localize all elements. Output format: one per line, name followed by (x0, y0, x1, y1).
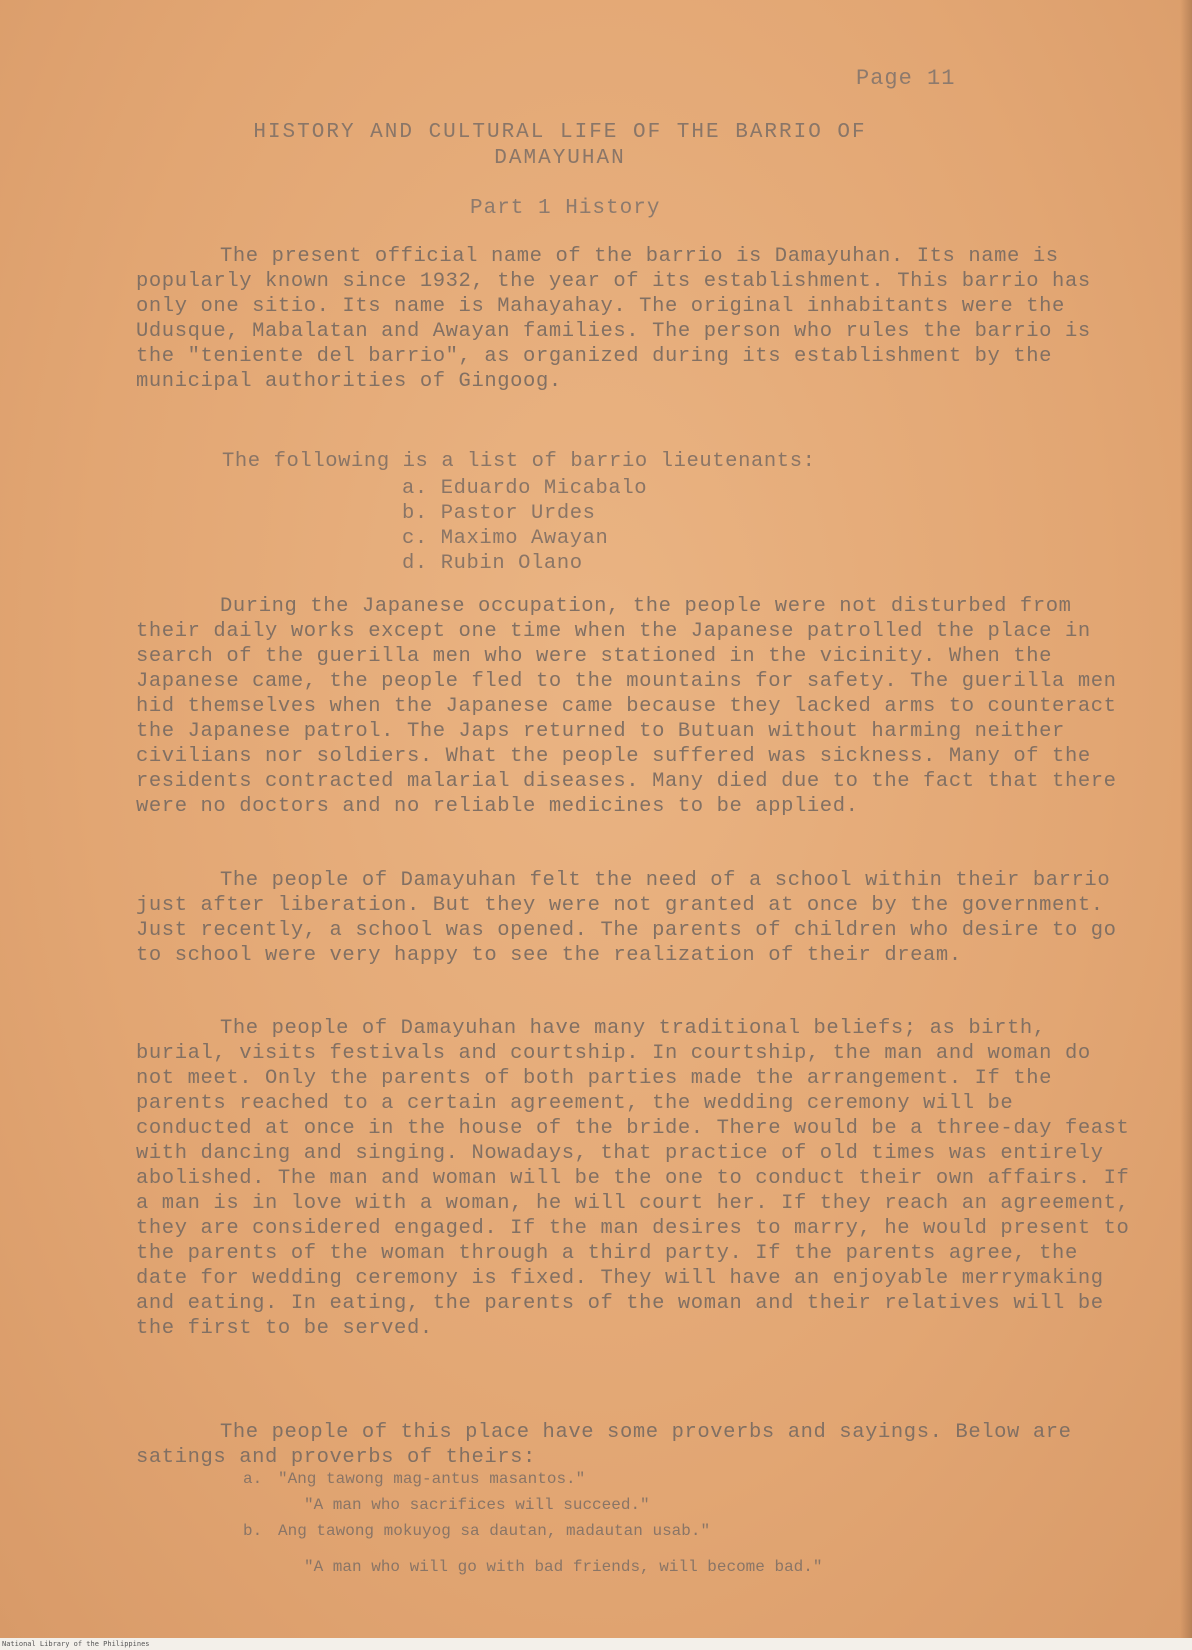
list-item: a. Eduardo Micabalo (402, 477, 648, 500)
page-edge-shadow (1180, 0, 1192, 1638)
proverb-letter: a. (243, 1470, 263, 1488)
lieutenants-intro: The following is a list of barrio lieutenants: (222, 450, 816, 473)
list-item: c. Maximo Awayan (402, 527, 609, 550)
paragraph-school: The people of Damayuhan felt the need of a school within their barrio just after liberation. But they were not granted at once by the government. Just recently, a school was opened. The parents of children who desire to go to school were very happy to see the realization of their dream. (136, 869, 1117, 967)
paragraph-proverbs-intro: The people of this place have some proverbs and sayings. Below are satings and proverbs of theirs: (136, 1421, 1072, 1469)
proverb-native: Ang tawong mokuyog sa dautan, madautan usab." (278, 1522, 711, 1540)
title-line-2: DAMAYUHAN (494, 147, 626, 170)
paragraph-traditions: The people of Damayuhan have many traditional beliefs; as birth, burial, visits festivals and courtship. In courtship, the man and woman do not meet. Only the parents of both parties made the arrangement. If the parents reached to a certain agreement, the wedding ceremony will be conducted at once in the house of the bride. There would be a three-day feast with dancing and singing. Nowadays, that practice of old times was entirely abolished. The man and woman will be the one to conduct their own affairs. If a man is in love with a woman, he will court her. If they reach an agreement, they are considered engaged. If the man desires to marry, he would present to the parents of the woman through a third party. If the parents agree, the date for wedding ceremony is fixed. They will have an enjoyable merrymaking and eating. In eating, the parents of the woman and their relatives will be the first to be served. (136, 1017, 1130, 1340)
proverb-native: "Ang tawong mag-antus masantos." (278, 1470, 586, 1488)
title-line-1: HISTORY AND CULTURAL LIFE OF THE BARRIO OF (253, 121, 867, 144)
part-heading: Part 1 History (470, 197, 661, 220)
document-title (170, 120, 950, 172)
list-item: d. Rubin Olano (402, 552, 583, 575)
paragraph-japanese-occupation: During the Japanese occupation, the people were not disturbed from their daily works except one time when the Japanese patrolled the place in search of the guerilla men who were stationed in the vicinity. When the Japanese came, the people fled to the mountains for safety. The guerilla men hid themselves when the Japanese came because they lacked arms to counteract the Japanese patrol. The Japs returned to Butuan without harming neither civilians nor soldiers. What the people suffered was sickness. Many of the residents contracted malarial diseases. Many died due to the fact that there were no doctors and no reliable medicines to be applied. (136, 595, 1117, 818)
proverb-letter: b. (243, 1522, 263, 1540)
lieutenants-list (402, 476, 647, 576)
proverb-english: "A man who sacrifices will succeed." (304, 1496, 650, 1514)
proverb-english: "A man who will go with bad friends, will become bad." (304, 1558, 823, 1576)
paragraph-name-origin: The present official name of the barrio is Damayuhan. Its name is popularly known since 1932, the year of its establishment. This barrio has only one sitio. Its name is Mahayahay. The original inhabitants were the Udusque, Mabalatan and Awayan families. The person who rules the barrio is the "teniente del barrio", as organized during its establishment by the municipal authorities of Gingoog. (136, 245, 1091, 393)
footer-source: National Library of the Philippines (0, 1638, 1192, 1650)
list-item: b. Pastor Urdes (402, 502, 596, 525)
page-number: Page 11 (856, 66, 956, 91)
